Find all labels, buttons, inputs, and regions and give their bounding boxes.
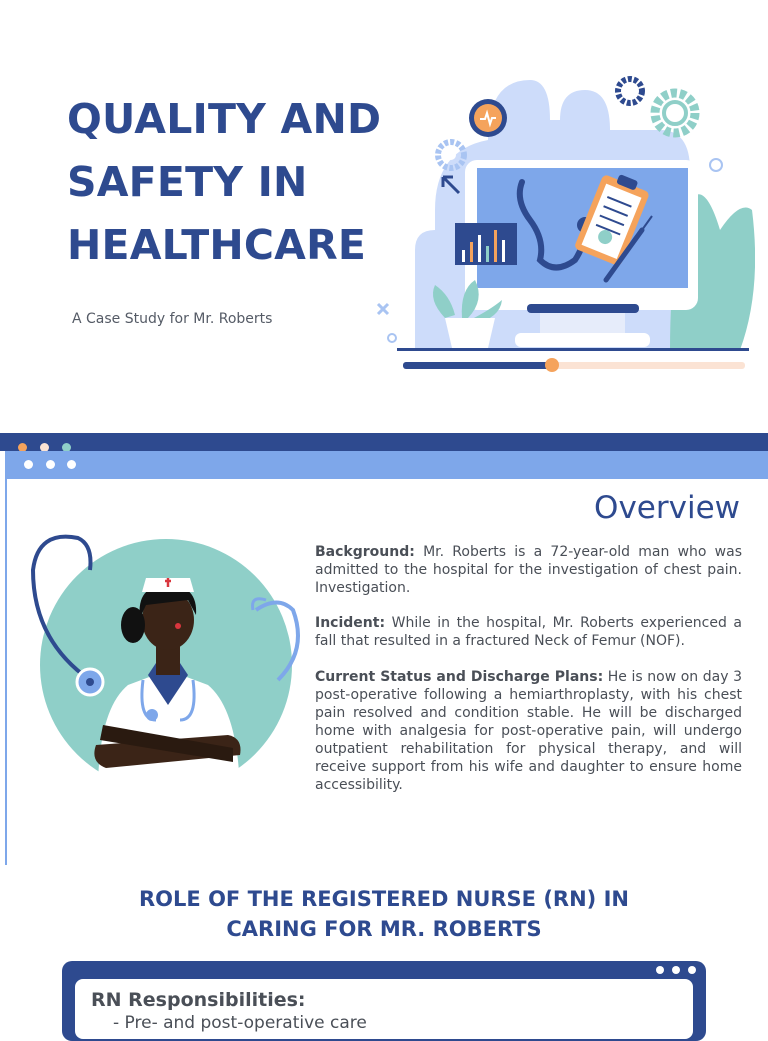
- window-toolbar: [6, 451, 768, 479]
- title-line: HEALTHCARE: [67, 221, 367, 269]
- toolbar-dot: [46, 460, 55, 469]
- monitor-stand: [540, 313, 625, 333]
- decor-cross: [378, 304, 388, 314]
- gear-icon: [618, 79, 642, 103]
- incident-text: While in the hospital, Mr. Roberts experienced a fall that resulted in a fractured Neck of Femur (NOF).: [315, 615, 743, 649]
- toolbar-dot: [24, 460, 33, 469]
- incident-paragraph: [315, 614, 742, 650]
- monitor-base: [515, 333, 650, 347]
- responsibility-item: - Pre- and post-operative care: [113, 1013, 367, 1033]
- incident-label: Incident:: [315, 615, 386, 631]
- window-border: [5, 451, 7, 865]
- heart-rate-icon: [469, 99, 507, 137]
- card-dot: [656, 966, 664, 974]
- progress-fill: [403, 362, 553, 369]
- status-text: He is now on day 3 post-operative following a hemiarthroplasty, with his chest pain resolved and condition stable. He will be discharged home with analgesia for post-operative pain, will undergo outpatient rehabilitation for physical therapy, and will receive support from his wife and daughter to ensure home accessibility.: [315, 669, 743, 793]
- responsibilities-title: RN Responsibilities:: [91, 989, 306, 1011]
- background-text: Mr. Roberts is a 72-year-old man who was admitted to the hospital for the investigation of chest pain. Investigation.: [315, 544, 743, 596]
- baseline: [397, 348, 749, 351]
- page-title: [67, 88, 397, 277]
- status-label: Current Status and Discharge Plans:: [315, 669, 604, 685]
- overview-heading: Overview: [594, 490, 740, 526]
- title-line: SAFETY IN: [67, 158, 308, 206]
- background-paragraph: [315, 543, 742, 597]
- card-dot: [672, 966, 680, 974]
- window-title-bar: [0, 433, 768, 451]
- section-heading-line: ROLE OF THE REGISTERED NURSE (RN) IN: [139, 887, 629, 911]
- section-heading-line: CARING FOR MR. ROBERTS: [226, 917, 542, 941]
- gear-icon: [655, 93, 695, 133]
- title-line: QUALITY AND: [67, 95, 382, 143]
- toolbar-dot: [67, 460, 76, 469]
- section-heading: [0, 884, 768, 944]
- healthcare-illustration: [370, 60, 755, 380]
- progress-knob: [545, 358, 559, 372]
- nurse-illustration: [28, 530, 303, 795]
- monitor-bar: [527, 304, 639, 313]
- decor-circle: [710, 159, 722, 171]
- bar-chart-icon: [455, 223, 517, 265]
- status-paragraph: [315, 668, 742, 794]
- subtitle: A Case Study for Mr. Roberts: [72, 311, 273, 327]
- decor-circle: [388, 334, 396, 342]
- background-label: Background:: [315, 544, 415, 560]
- card-dot: [688, 966, 696, 974]
